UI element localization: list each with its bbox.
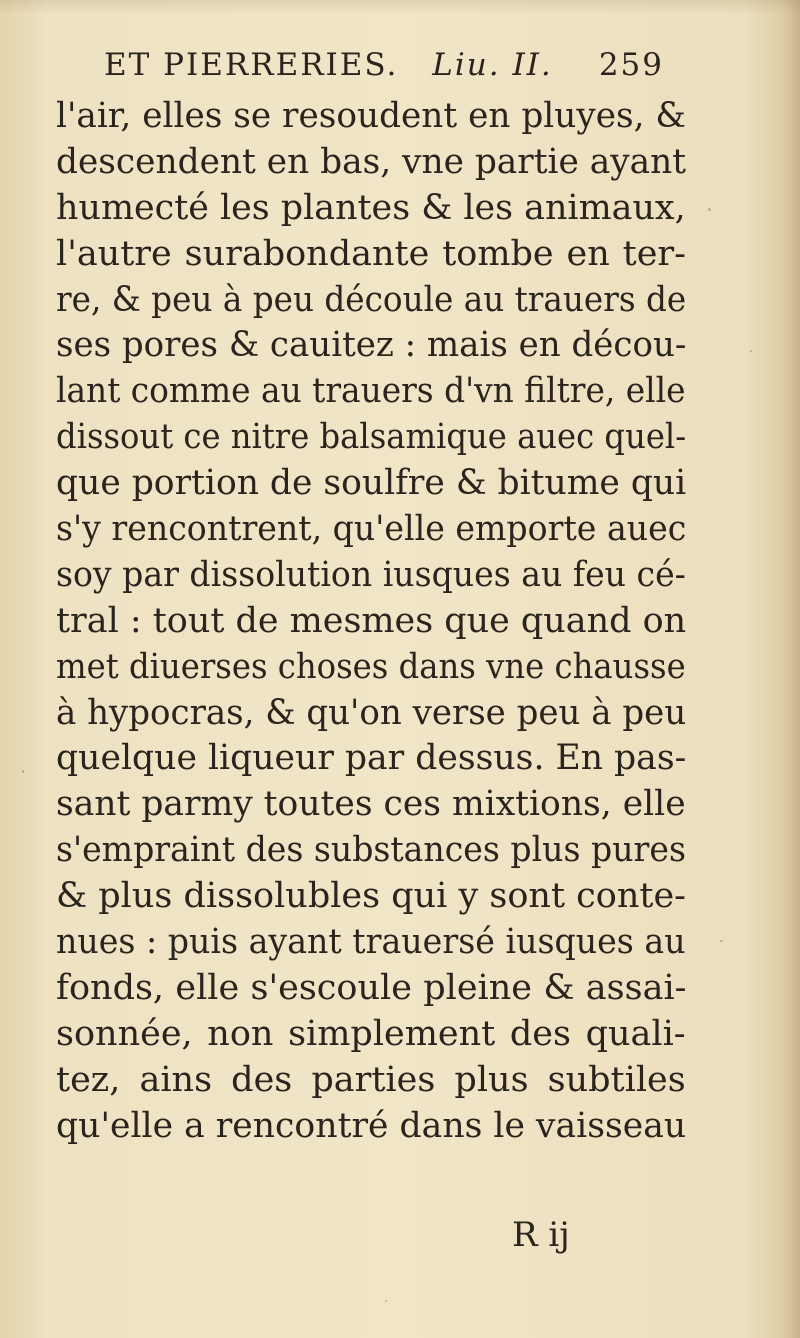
page-gutter-shadow <box>782 0 800 1338</box>
paper-speck <box>22 770 24 773</box>
running-head-book: Liu. II. <box>432 47 553 83</box>
paper-speck <box>720 940 723 942</box>
text-line: fonds, elle s'escoule pleine & assai- <box>56 967 686 1008</box>
running-head-title: ET PIERRERIES. <box>104 47 399 83</box>
text-line: lant comme au trauers d'vn filtre, elle <box>56 371 686 412</box>
running-head <box>104 40 664 90</box>
text-line: tral : tout de mesmes que quand on <box>56 600 686 641</box>
text-line: soy par dissolution iusques au feu cé- <box>56 554 686 595</box>
text-line: l'autre surabondante tombe en ter- <box>56 233 686 274</box>
text-line: & plus dissolubles qui y sont conte- <box>56 876 686 917</box>
text-line: que portion de soulfre & bitume qui <box>56 463 686 504</box>
paper-speck <box>708 208 711 211</box>
text-line: met diuerses choses dans vne chausse <box>56 646 686 687</box>
text-line: sonnée, non simplement des quali- <box>56 1013 686 1054</box>
text-line: dissout ce nitre balsamique auec quel- <box>56 417 686 458</box>
text-line: qu'elle a rencontré dans le vaisseau <box>56 1105 686 1146</box>
text-line: ses pores & cauitez : mais en décou- <box>56 325 686 366</box>
text-line: s'y rencontrent, qu'elle emporte auec <box>56 509 686 550</box>
text-line: tez, ains des parties plus subtiles <box>56 1059 686 1100</box>
text-line: re, & peu à peu découle au trauers de <box>56 279 686 320</box>
text-line: quelque liqueur par dessus. En pas- <box>56 738 686 779</box>
paper-speck <box>750 350 752 352</box>
signature-mark: R ij <box>512 1215 570 1255</box>
page-top-shadow <box>0 0 800 14</box>
text-line: l'air, elles se resoudent en pluyes, & <box>56 96 686 136</box>
page-number: 259 <box>598 47 664 83</box>
body-text <box>56 94 686 1149</box>
text-line: à hypocras, & qu'on verse peu à peu <box>56 692 686 733</box>
text-line: humecté les plantes & les animaux, <box>56 187 686 228</box>
paper-speck <box>385 1300 387 1302</box>
text-line: s'empraint des substances plus pures <box>56 830 686 871</box>
text-line: nues : puis ayant trauersé iusques au <box>56 922 686 963</box>
text-line: sant parmy toutes ces mixtions, elle <box>56 784 686 825</box>
text-line: descendent en bas, vne partie ayant <box>56 141 686 182</box>
